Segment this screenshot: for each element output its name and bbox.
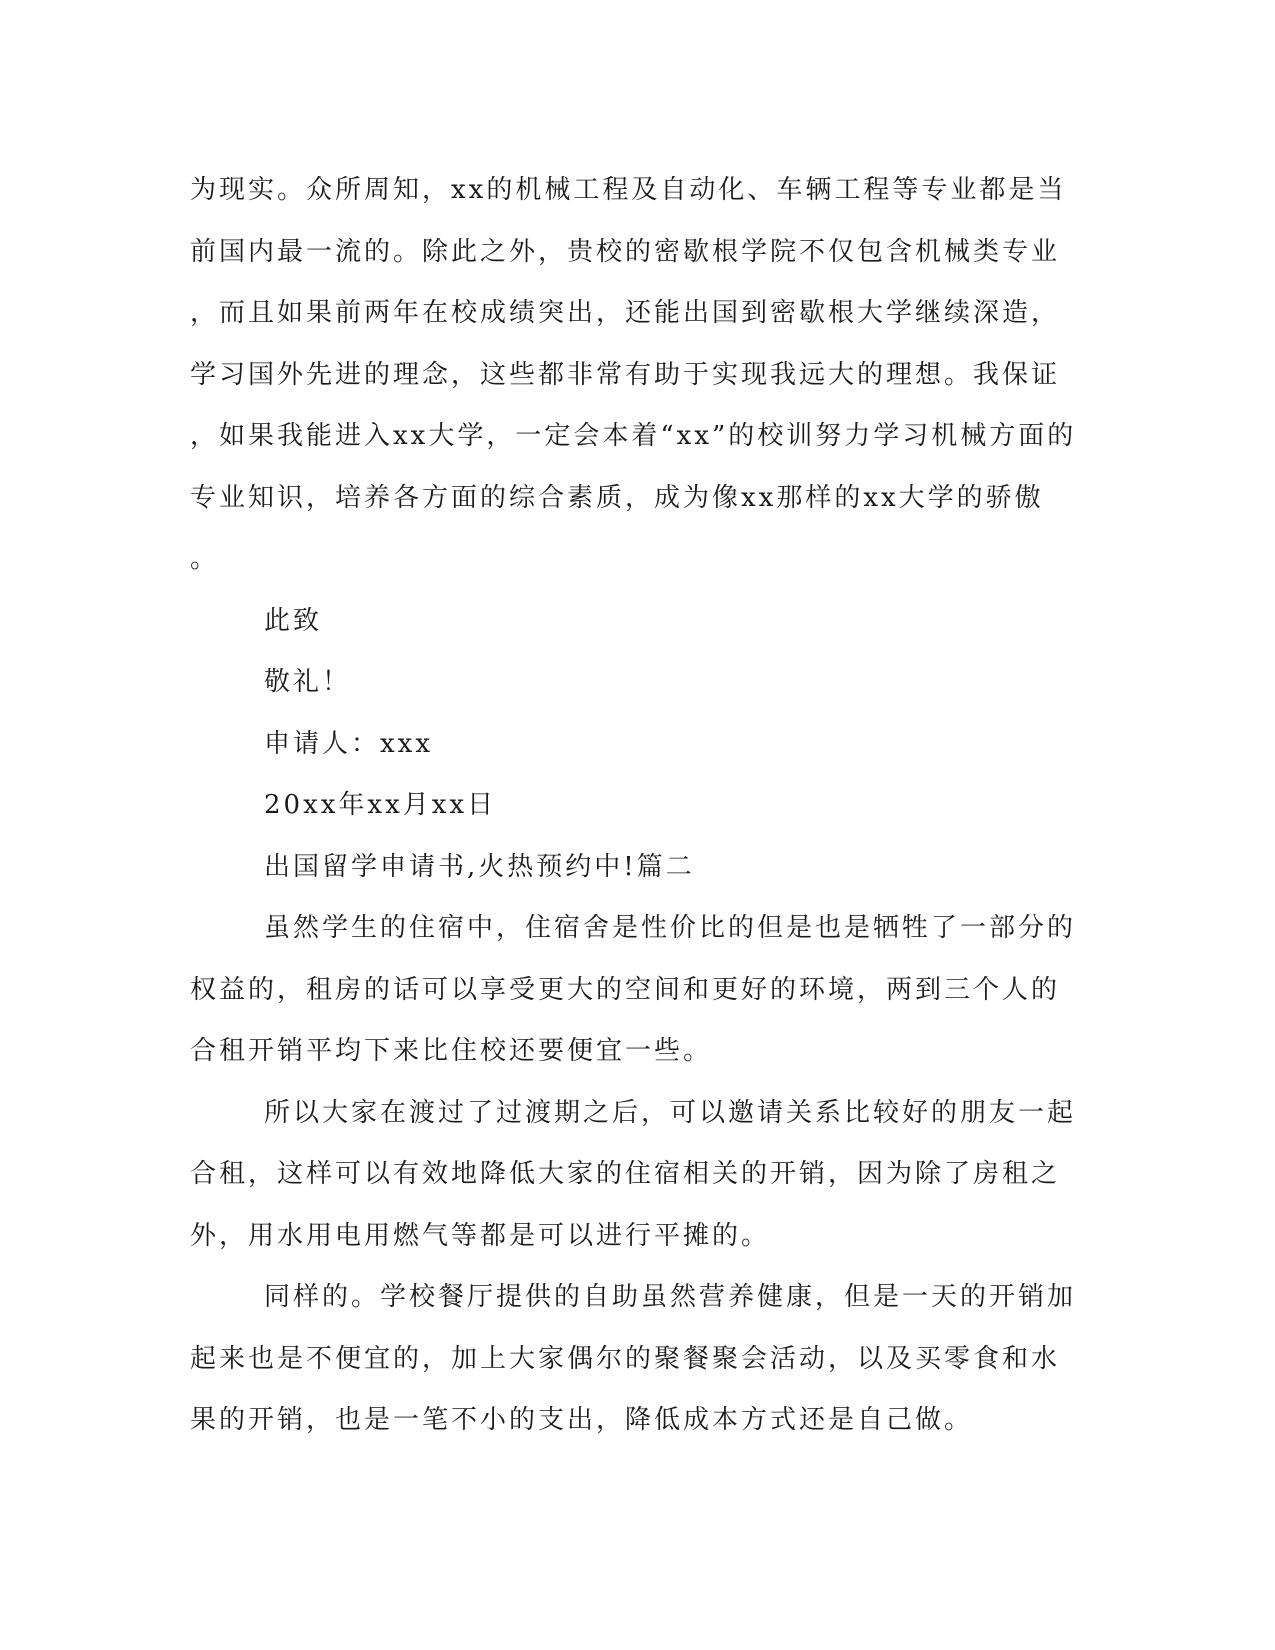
- text-line: 所以大家在渡过了过渡期之后，可以邀请关系比较好的朋友一起: [264, 1097, 1077, 1128]
- letter-date: 20xx年xx月xx日: [264, 790, 497, 820]
- paragraph-2: [190, 898, 1080, 1083]
- letter-closing: [190, 591, 1080, 837]
- text-line: ，如果我能进入xx大学，一定会本着“xx”的校训努力学习机械方面的: [190, 421, 1077, 451]
- text-line: 同样的。学校餐厅提供的自助虽然营养健康，但是一天的开销加: [264, 1282, 1077, 1312]
- text-line: 前国内最一流的。除此之外，贵校的密歇根学院不仅包含机械类专业: [190, 236, 1061, 267]
- section-title: 出国留学申请书,火热预约中!篇二: [264, 851, 695, 882]
- text-line: 专业知识，培养各方面的综合素质，成为像xx那样的xx大学的骄傲: [190, 482, 1044, 513]
- text-line: 合租开销平均下来比住校还要便宜一些。: [190, 1036, 713, 1066]
- text-line: 权益的，租房的话可以享受更大的空间和更好的环境，两到三个人的: [190, 974, 1061, 1005]
- text-line: 外，用水用电用燃气等都是可以进行平摊的。: [190, 1220, 771, 1251]
- paragraph-1: [190, 160, 1080, 591]
- text-line: 果的开销，也是一笔不小的支出，降低成本方式还是自己做。: [190, 1405, 974, 1435]
- closing-regards: 敬礼！: [264, 667, 352, 697]
- paragraph-4: [190, 1267, 1080, 1452]
- closing-salutation: 此致: [264, 605, 323, 636]
- text-line: 合租，这样可以有效地降低大家的住宿相关的开销，因为除了房租之: [190, 1159, 1061, 1189]
- text-line: 为现实。众所周知，xx的机械工程及自动化、车辆工程等专业都是当: [190, 175, 1067, 205]
- text-line: 起来也是不便宜的，加上大家偶尔的聚餐聚会活动，以及买零食和水: [190, 1343, 1061, 1374]
- paragraph-3: [190, 1083, 1080, 1268]
- text-line: ，而且如果前两年在校成绩突出，还能出国到密歇根大学继续深造，: [190, 298, 1061, 328]
- document-body: [190, 160, 1080, 1452]
- text-line: 虽然学生的住宿中，住宿舍是性价比的但是也是牺牲了一部分的: [264, 913, 1077, 943]
- applicant-signature: 申请人：xxx: [264, 728, 433, 759]
- text-line: 。: [190, 544, 220, 574]
- text-line: 学习国外先进的理念，这些都非常有助于实现我远大的理想。我保证: [190, 359, 1061, 390]
